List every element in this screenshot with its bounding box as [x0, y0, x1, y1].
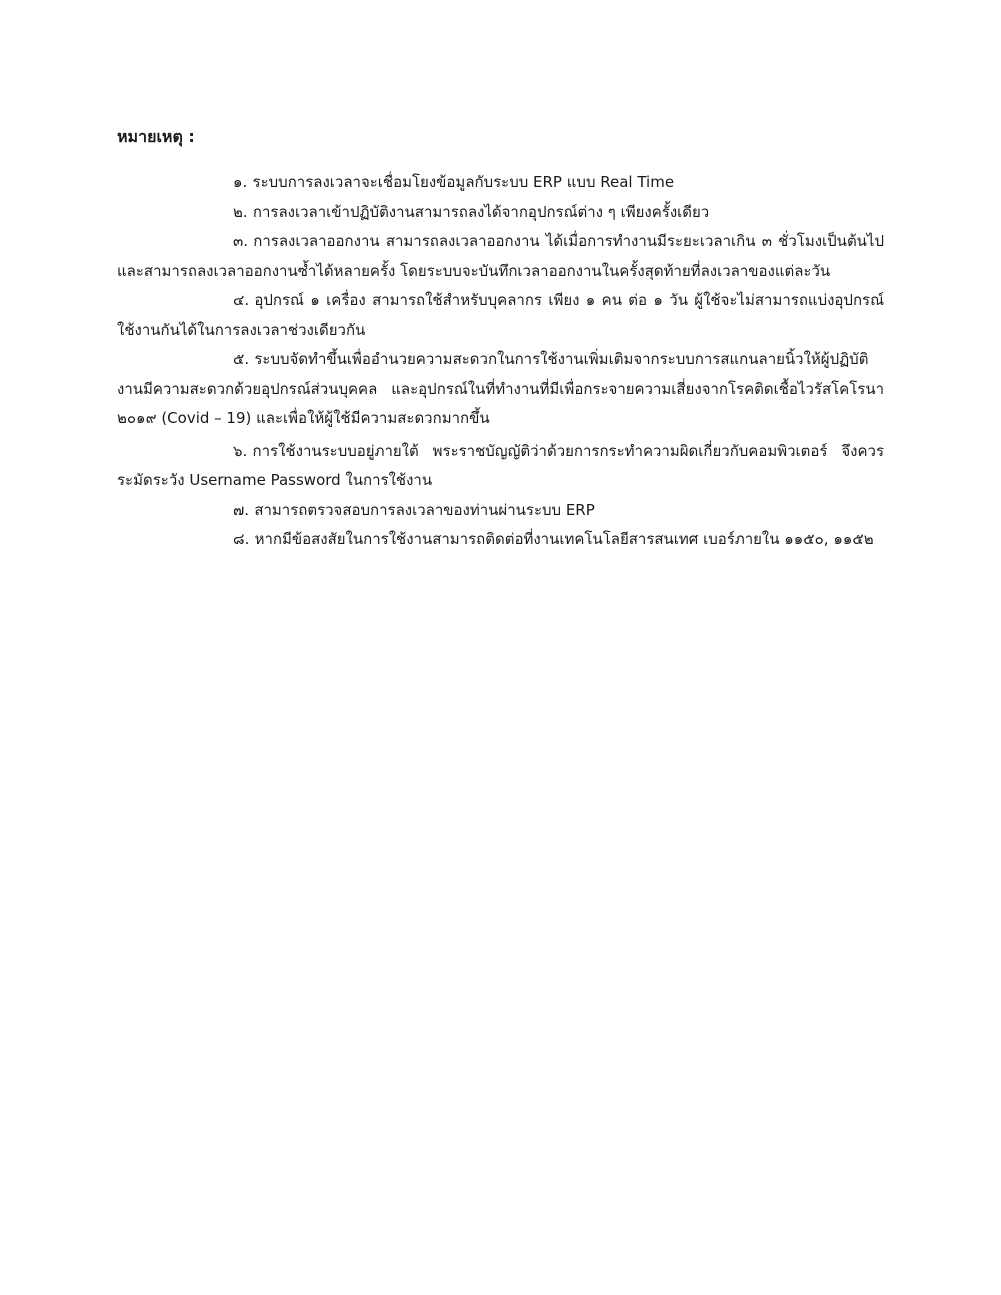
- note-number: ๑.: [233, 173, 248, 191]
- note-number: ๕.: [233, 350, 250, 368]
- note-item-3: [117, 227, 884, 286]
- note-text: อุปกรณ์ ๑ เครื่อง สามารถใช้สำหรับบุคลากร เพียง ๑ คน ต่อ ๑ วัน ผู้ใช้จะไม่สามารถแบ่งอุปกรณ์ใช้งานกันได้ในการลงเวลาช่วงเดียวกัน: [117, 291, 884, 339]
- note-item-7: [117, 496, 884, 526]
- note-item-8: [117, 525, 884, 555]
- note-text: ระบบการลงเวลาจะเชื่อมโยงข้อมูลกับระบบ ERP แบบ Real Time: [252, 173, 675, 191]
- note-number: ๘.: [233, 530, 250, 548]
- note-text: การลงเวลาเข้าปฏิบัติงานสามารถลงได้จากอุปกรณ์ต่าง ๆ เพียงครั้งเดียว: [252, 202, 710, 221]
- note-number: ๔.: [233, 291, 250, 309]
- note-number: ๗.: [233, 500, 250, 519]
- note-text: หากมีข้อสงสัยในการใช้งานสามารถติดต่อที่งานเทคโนโลยีสารสนเทศ เบอร์ภายใน ๑๑๕๐, ๑๑๕๒: [254, 530, 874, 548]
- notes-heading: หมายเหตุ :: [117, 127, 195, 146]
- note-item-4: [117, 286, 884, 345]
- note-text: การลงเวลาออกงาน สามารถลงเวลาออกงาน ได้เมื่อการทำงานมีระยะเวลาเกิน ๓ ชั่วโมงเป็นต้นไป และสามารถลงเวลาออกงานซ้ำได้หลายครั้ง โดยระบบจะบันทึกเวลาออกงานในครั้งสุดท้ายที่ลงเวลาของแต่ละวัน: [117, 232, 884, 280]
- note-item-2: [117, 198, 884, 228]
- note-text: สามารถตรวจสอบการลงเวลาของท่านผ่านระบบ ERP: [254, 500, 595, 519]
- note-item-1: [117, 168, 884, 198]
- note-text: การใช้งานระบบอยู่ภายใต้ พระราชบัญญัติว่าด้วยการกระทำความผิดเกี่ยวกับคอมพิวเตอร์ จึงควรระมัดระวัง Username Password ในการใช้งาน: [117, 441, 884, 489]
- note-number: ๖.: [233, 441, 248, 460]
- note-item-6: [117, 437, 884, 496]
- notes-list: [117, 168, 884, 555]
- note-text: ระบบจัดทำขึ้นเพื่ออำนวยความสะดวกในการใช้งานเพิ่มเติมจากระบบการสแกนลายนิ้วให้ผู้ปฏิบัติงานมีความสะดวกด้วยอุปกรณ์ส่วนบุคคล และอุปกรณ์ในที่ทำงานที่มีเพื่อกระจายความเสี่ยงจากโรคติดเชื้อไวรัสโคโรนา ๒๐๑๙ (Covid – 19) และเพื่อให้ผู้ใช้มีความสะดวกมากขึ้น: [117, 350, 884, 427]
- note-number: ๒.: [233, 202, 248, 221]
- note-item-5: [117, 345, 884, 434]
- note-number: ๓.: [233, 232, 249, 250]
